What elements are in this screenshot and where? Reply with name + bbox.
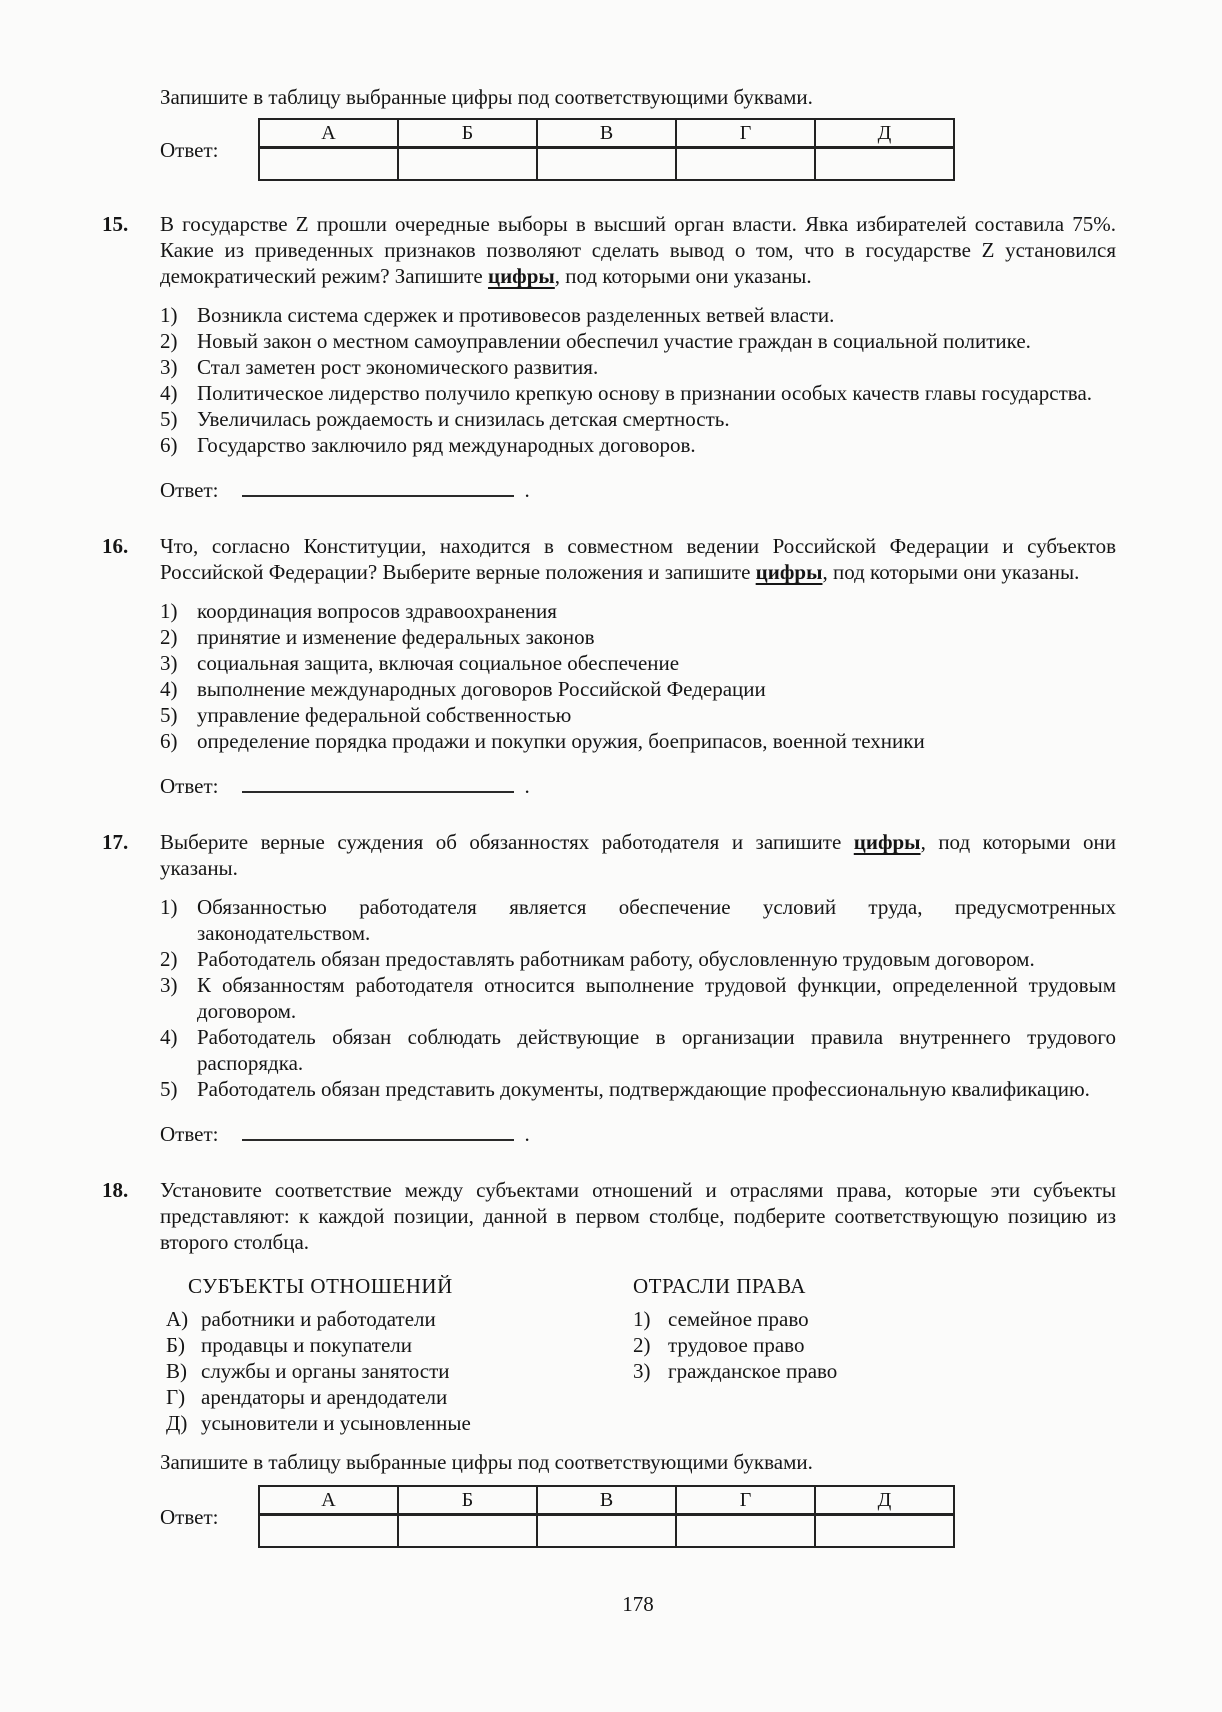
option-text: определение порядка продажи и покупки оружия, боеприпасов, военной техники [197,729,925,753]
option-number: 5) [160,703,178,727]
option-text: координация вопросов здравоохранения [197,599,557,623]
answer-label: Ответ: [160,137,219,162]
option-text: Работодатель обязан представить документы, подтверждающие профессиональную квалификацию. [197,1077,1090,1101]
match-item-number: 3) [633,1359,651,1383]
option [160,1076,1116,1102]
match-item-text: продавцы и покупатели [201,1333,413,1357]
option-number: 3) [160,355,178,379]
answer-table-header-cell: Д [815,119,954,148]
answer-cell-empty [537,1515,676,1548]
answer-cell-empty [676,1515,815,1548]
option-number: 3) [160,973,178,997]
match-item-number: 2) [633,1333,651,1357]
match-item-text: семейное право [668,1307,809,1331]
answer-cell-empty [537,148,676,181]
option-number: 1) [160,303,178,327]
option-number: 6) [160,729,178,753]
question-15 [102,211,1116,503]
option-text: Увеличилась рождаемость и снизилась детская смертность. [197,407,730,431]
option-text: К обязанностям работодателя относится выполнение трудовой функции, определенной трудовым договором. [197,973,1116,1023]
option-text: Возникла система сдержек и противовесов разделенных ветвей власти. [197,303,835,327]
match-item [633,1358,1033,1384]
keyword-underlined: цифры [487,264,555,288]
option [160,1024,1116,1076]
match-item-text: трудовое право [668,1333,805,1357]
answer-table-input-row [259,1515,954,1548]
match-item-text: усыновители и усыновленные [201,1411,471,1435]
option-text: управление федеральной собственностью [197,703,572,727]
question-text-part: , под которыми они указаны. [822,560,1080,584]
answer-table-block [160,1485,1116,1548]
right-column-header: ОТРАСЛИ ПРАВА [633,1274,806,1298]
answer-label: Ответ: [160,1122,219,1146]
match-item [166,1358,606,1384]
options-list [160,894,1116,1102]
options-list [160,598,1116,754]
options-list [160,302,1116,458]
matching-right-column [633,1273,1033,1384]
answer-table-header-cell: А [259,119,398,148]
answer-cell-empty [259,1515,398,1548]
answer-label: Ответ: [160,478,219,502]
match-item-letter: Г) [166,1385,186,1409]
match-item-letter: Б) [166,1333,186,1357]
table-instruction: Запишите в таблицу выбранные цифры под соответствующими буквами. [160,85,813,109]
matching-left-column [166,1273,606,1436]
answer-table-block [160,118,1116,181]
answer-period: . [524,478,530,502]
question-text: Установите соответствие между субъектами отношений и отраслями права, которые эти субъекты представляют: к каждой позиции, данной в первом столбце, подберите соответствующую позицию из второго столбца. [160,1178,1116,1254]
question-text-part: , под которыми они указаны. [160,830,1116,880]
match-item [166,1410,606,1436]
answer-table-header-cell: А [259,1486,398,1515]
question-number: 17. [102,830,129,854]
option-number: 5) [160,1077,178,1101]
answer-table-header-cell: В [537,1486,676,1515]
option-number: 3) [160,651,178,675]
option [160,702,1116,728]
answer-table-header-cell: Г [676,1486,815,1515]
option-number: 1) [160,895,178,919]
match-item [633,1306,1033,1332]
match-item-letter: А) [166,1307,189,1331]
answer-table-header-row [259,119,954,148]
answer-line [160,1118,1116,1147]
option-number: 4) [160,1025,178,1049]
answer-table-header-cell: В [537,119,676,148]
option-text: Новый закон о местном самоуправлении обеспечил участие граждан в социальной политике. [197,329,1031,353]
question-text-part: Выберите верные суждения об обязанностях работодателя и запишите [160,830,854,854]
option-number: 2) [160,625,178,649]
answer-label: Ответ: [160,774,219,798]
match-item-text: службы и органы занятости [201,1359,450,1383]
option [160,302,1116,328]
answer-cell-empty [259,148,398,181]
option [160,380,1116,406]
answer-cell-empty [815,1515,954,1548]
question-text [160,533,1116,585]
answer-table-header-cell: Д [815,1486,954,1515]
question-text [160,211,1116,289]
match-item [166,1306,606,1332]
option-text: Политическое лидерство получило крепкую основу в признании особых качеств главы государства. [197,381,1093,405]
answer-blank [242,474,514,497]
question-text [160,829,1116,881]
answer-cell-empty [398,1515,537,1548]
answer-line [160,474,1116,503]
question-text-part: , под которыми они указаны. [554,264,812,288]
match-item-text: гражданское право [668,1359,838,1383]
option-text: Обязанностью работодателя является обеспечение условий труда, предусмотренных законодательством. [197,895,1116,945]
page-number: 178 [622,1592,654,1616]
answer-blank [242,1118,514,1141]
option-number: 4) [160,381,178,405]
answer-table-header-row [259,1486,954,1515]
option-number: 4) [160,677,178,701]
option [160,328,1116,354]
answer-label: Ответ: [160,1504,219,1529]
option [160,972,1116,1024]
option [160,432,1116,458]
answer-table-header-cell: Б [398,119,537,148]
option-number: 6) [160,433,178,457]
option [160,406,1116,432]
answer-cell-empty [815,148,954,181]
answer-table [258,1485,955,1548]
option-text: принятие и изменение федеральных законов [197,625,595,649]
match-item-text: арендаторы и арендодатели [201,1385,448,1409]
option [160,728,1116,754]
question-17 [102,829,1116,1147]
answer-blank [242,770,514,793]
question-text-part: В государстве Z прошли очередные выборы в высший орган власти. Явка избирателей составила 75%. Какие из приведенных признаков позволяют сделать вывод о том, что в государстве Z установился демократический режим? Запишите [160,212,1116,288]
table-instruction: Запишите в таблицу выбранные цифры под соответствующими буквами. [160,1450,813,1474]
option [160,598,1116,624]
answer-table-header-cell: Б [398,1486,537,1515]
answer-line [160,770,1116,799]
option-number: 5) [160,407,178,431]
option-number: 1) [160,599,178,623]
option-text: Работодатель обязан соблюдать действующие в организации правила внутреннего трудового распорядка. [197,1025,1116,1075]
question-number: 18. [102,1178,129,1202]
match-item-number: 1) [633,1307,651,1331]
match-item [166,1332,606,1358]
keyword-underlined: цифры [755,560,823,584]
answer-period: . [524,774,530,798]
option-number: 2) [160,947,178,971]
question-number: 15. [102,212,129,236]
answer-period: . [524,1122,530,1146]
option [160,624,1116,650]
option [160,946,1116,972]
answer-table [258,118,955,181]
match-item-letter: В) [166,1359,187,1383]
option-text: Стал заметен рост экономического развития. [197,355,599,379]
answer-table-input-row [259,148,954,181]
answer-cell-empty [398,148,537,181]
option-text: выполнение международных договоров Российской Федерации [197,677,766,701]
option-text: Государство заключило ряд международных договоров. [197,433,696,457]
answer-table-header-cell: Г [676,119,815,148]
question-text-part: Что, согласно Конституции, находится в совместном ведении Российской Федерации и субъектов Российской Федерации? Выберите верные положения и запишите [160,534,1116,584]
question-16 [102,533,1116,799]
option [160,894,1116,946]
option-text: социальная защита, включая социальное обеспечение [197,651,680,675]
keyword-underlined: цифры [853,830,921,854]
answer-cell-empty [676,148,815,181]
option [160,354,1116,380]
option-number: 2) [160,329,178,353]
match-item [633,1332,1033,1358]
option-text: Работодатель обязан предоставлять работникам работу, обусловленную трудовым договором. [197,947,1035,971]
left-column-header: СУБЪЕКТЫ ОТНОШЕНИЙ [188,1274,453,1298]
question-18 [102,1177,1116,1548]
question-number: 16. [102,534,129,558]
match-item-text: работники и работодатели [201,1307,436,1331]
option [160,650,1116,676]
match-item-letter: Д) [166,1411,188,1435]
match-item [166,1384,606,1410]
option [160,676,1116,702]
matching-columns [160,1273,1116,1433]
